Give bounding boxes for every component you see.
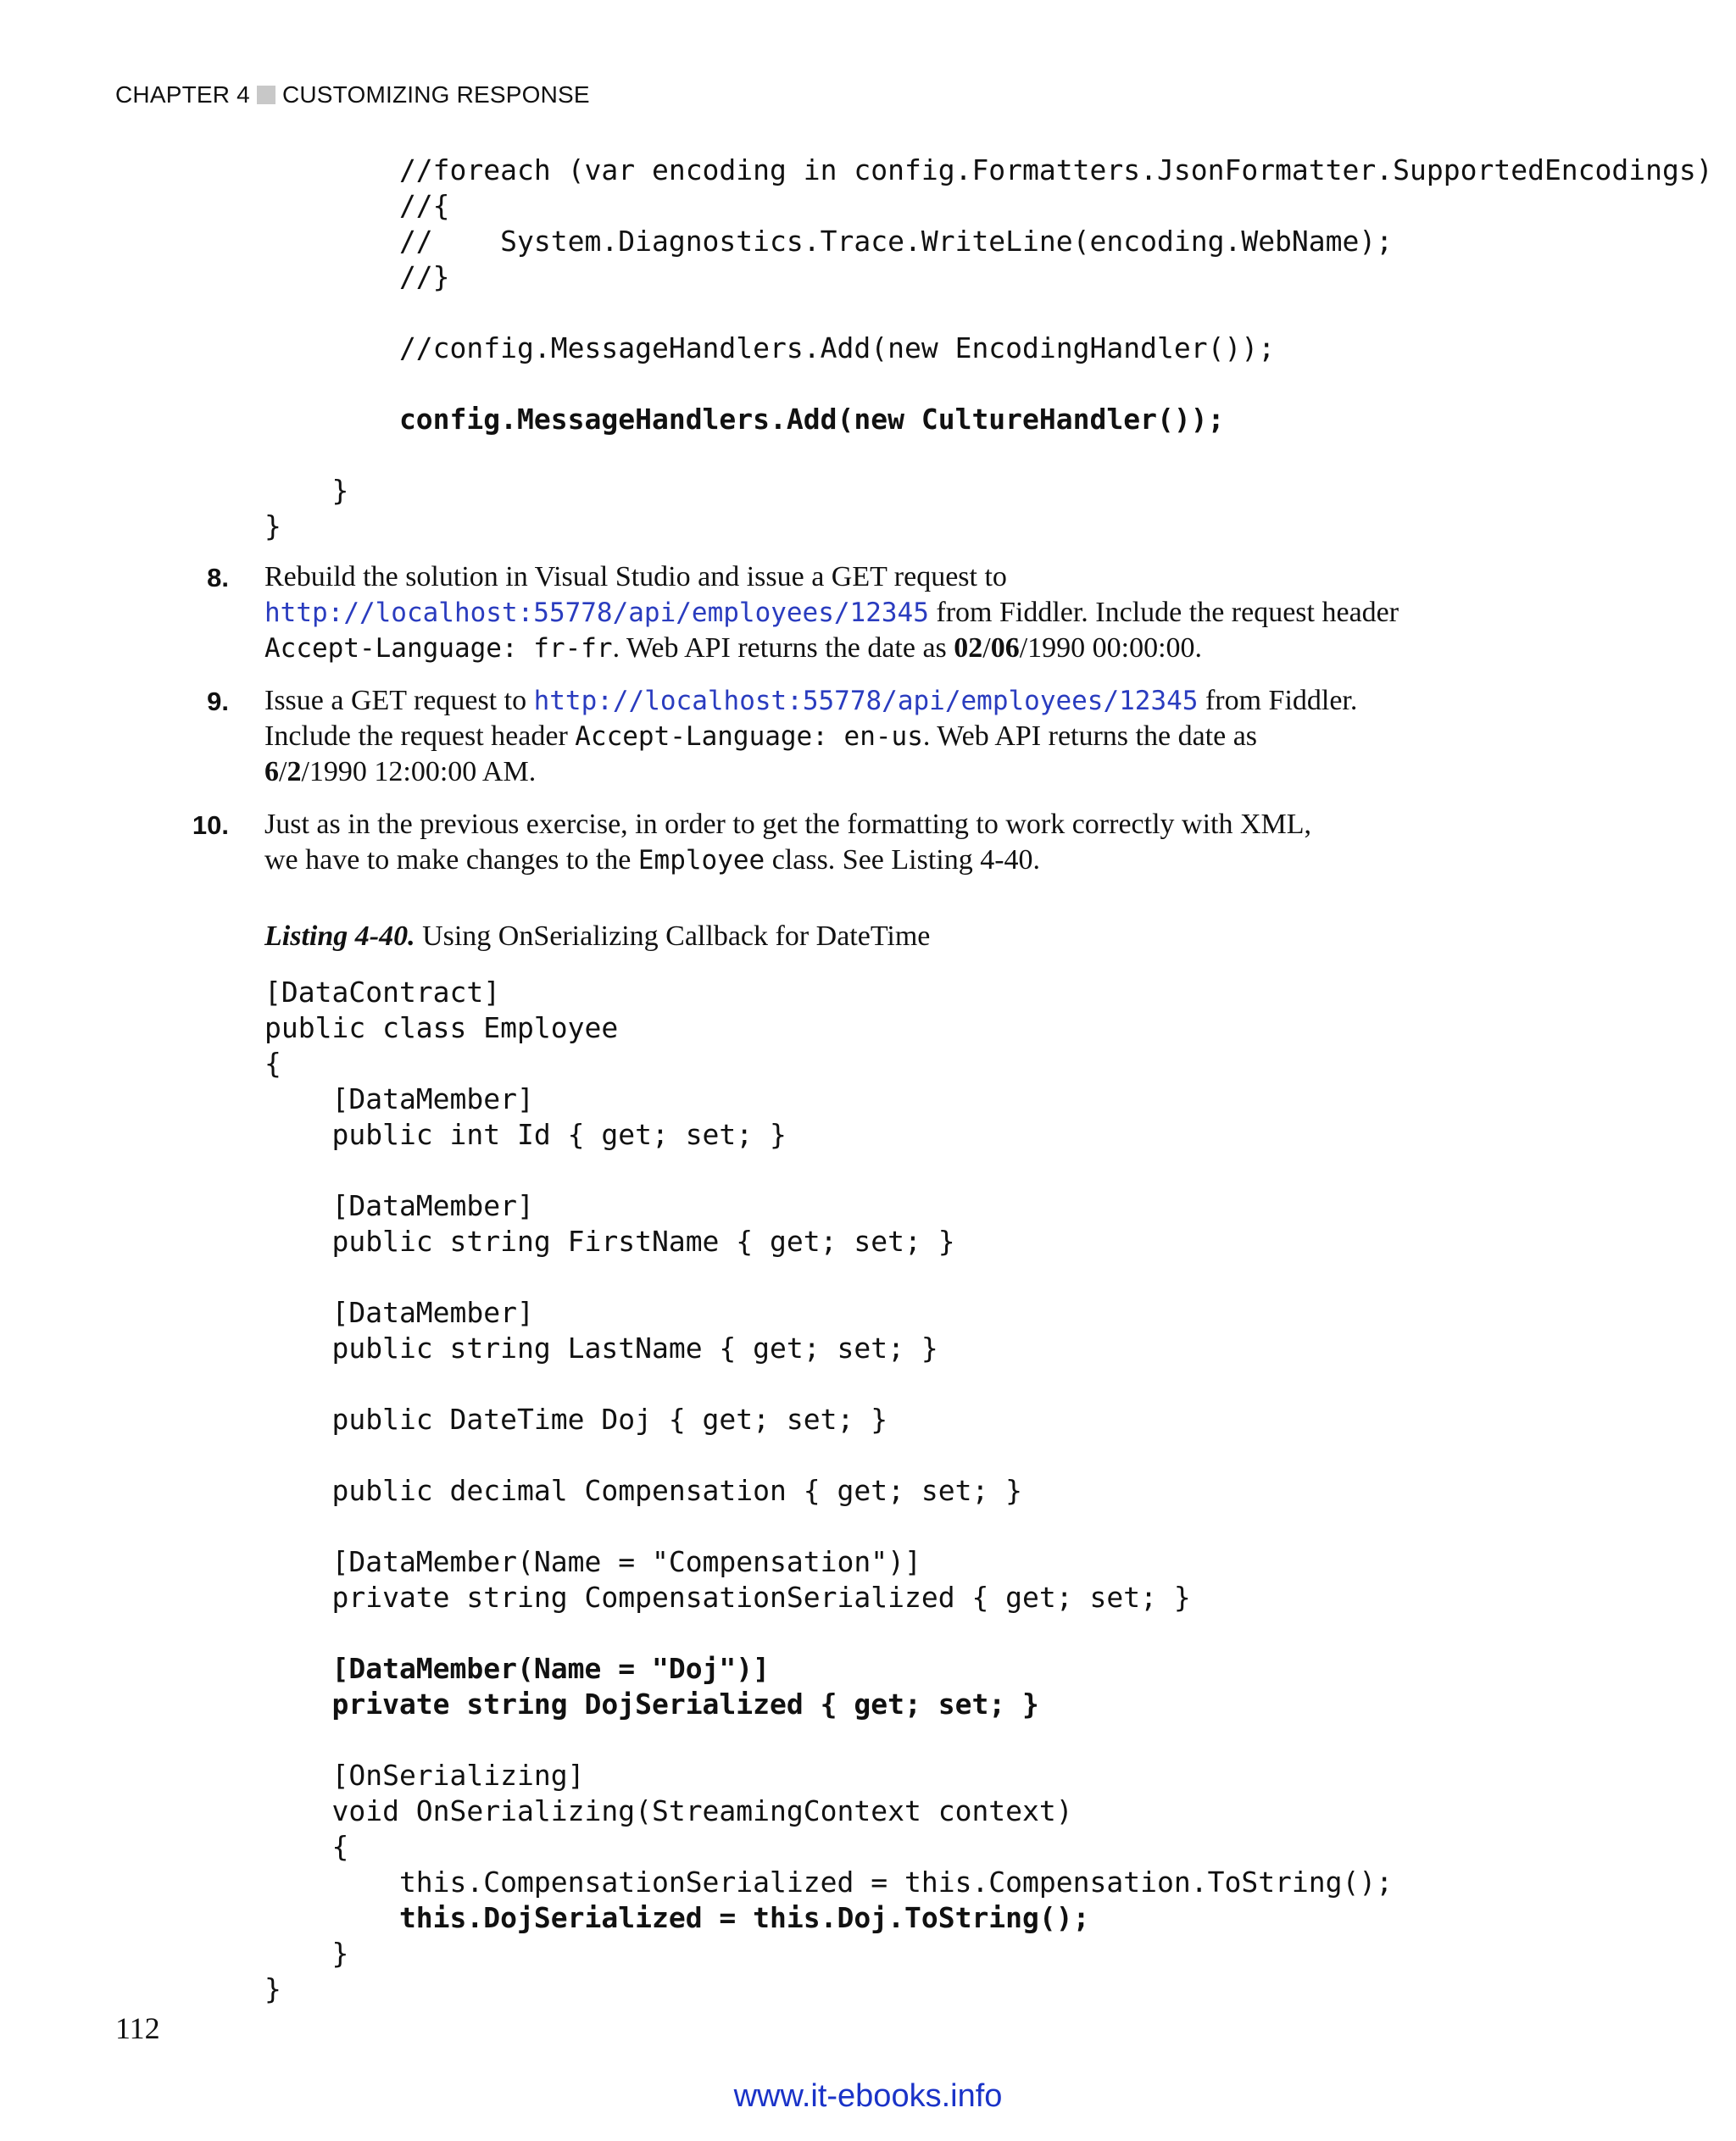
running-header	[115, 81, 590, 108]
code-line	[264, 1438, 1393, 1473]
code-line: //}	[264, 260, 450, 293]
code-line: //{	[264, 189, 450, 222]
chapter-label: CHAPTER 4	[115, 81, 250, 108]
code-line: public decimal Compensation { get; set; }	[264, 1474, 1023, 1507]
header-separator-square	[257, 86, 275, 104]
code-line	[264, 1153, 1393, 1188]
page-number: 112	[115, 2011, 160, 2045]
code-line: this.DojSerialized = this.Doj.ToString();	[264, 1901, 1090, 1934]
code-line: [DataMember(Name = "Doj")]	[264, 1652, 771, 1685]
code-line: public class Employee	[264, 1011, 619, 1044]
url-link[interactable]: http://localhost:55778/api/employees/12345	[264, 598, 929, 628]
text-run: . Web API returns the date as	[922, 720, 1258, 752]
code-line: {	[264, 1830, 349, 1863]
code-line: [OnSerializing]	[264, 1759, 585, 1792]
text-run: 06	[990, 632, 1020, 664]
step-line	[264, 631, 1451, 666]
listing-caption	[264, 920, 930, 953]
step-line	[264, 719, 1451, 754]
step-text	[264, 807, 1451, 878]
code-line: // System.Diagnostics.Trace.WriteLine(encoding.WebName);	[264, 225, 1394, 258]
chapter-title: CUSTOMIZING RESPONSE	[281, 81, 590, 108]
code-line: [DataMember]	[264, 1296, 534, 1329]
inline-code: Employee	[637, 845, 765, 876]
code-line: [DataContract]	[264, 976, 501, 1009]
text-run: /	[279, 756, 287, 787]
code-line: private string DojSerialized { get; set; }	[264, 1688, 1039, 1721]
code-line: }	[264, 1972, 281, 2005]
text-run: /	[982, 632, 991, 664]
code-line	[264, 1722, 1393, 1758]
step-line	[264, 842, 1451, 878]
code-line: }	[264, 474, 349, 507]
code-line	[264, 366, 1713, 402]
code-line: }	[264, 1937, 349, 1970]
text-run: 2	[287, 756, 302, 787]
listing-label: Listing 4-40.	[264, 920, 415, 952]
code-line: public int Id { get; set; }	[264, 1118, 787, 1151]
text-run: Just as in the previous exercise, in order to get the formatting to work correctly with XML,	[264, 809, 1312, 840]
code-line: this.CompensationSerialized = this.Compensation.ToString();	[264, 1866, 1394, 1899]
step-text	[264, 559, 1451, 666]
code-line	[264, 295, 1713, 331]
step-line	[264, 683, 1451, 719]
code-line: public DateTime Doj { get; set; }	[264, 1403, 888, 1436]
listing-title: Using OnSerializing Callback for DateTime	[422, 920, 931, 952]
code-line: [DataMember]	[264, 1082, 534, 1115]
step-number: 8.	[207, 563, 229, 592]
code-line: public string FirstName { get; set; }	[264, 1225, 955, 1258]
code-line: config.MessageHandlers.Add(new CultureHandler());	[264, 403, 1225, 436]
text-run: we have to make changes to the	[264, 844, 638, 876]
text-run: /1990 00:00:00.	[1019, 632, 1203, 664]
code-line	[264, 1509, 1393, 1544]
code-line: void OnSerializing(StreamingContext context)	[264, 1794, 1073, 1827]
inline-code: Accept-Language: en-us	[575, 721, 923, 752]
code-line: //foreach (var encoding in config.Formatters.JsonFormatter.SupportedEncodings)	[264, 153, 1713, 186]
code-line	[264, 1615, 1393, 1651]
step-line	[264, 595, 1451, 631]
code-line: public string LastName { get; set; }	[264, 1332, 938, 1365]
text-run: 6	[264, 756, 279, 787]
text-run: Issue a GET request to	[264, 685, 534, 716]
text-run: /1990 12:00:00 AM.	[301, 756, 537, 787]
code-line	[264, 1366, 1393, 1402]
inline-code: Accept-Language: fr-fr	[264, 633, 613, 664]
step-line	[264, 754, 1451, 790]
text-run: Rebuild the solution in Visual Studio and issue a GET request to	[264, 561, 1007, 592]
step-number: 10.	[192, 810, 229, 840]
step-text	[264, 683, 1451, 790]
step-line	[264, 559, 1451, 595]
code-block-top	[264, 153, 1713, 544]
step-number: 9.	[207, 687, 229, 716]
code-line	[264, 437, 1713, 473]
code-line: //config.MessageHandlers.Add(new EncodingHandler());	[264, 331, 1276, 364]
text-run: from Fiddler. Include the request header	[928, 597, 1399, 628]
url-link[interactable]: http://localhost:55778/api/employees/12345	[533, 686, 1199, 716]
code-line: private string CompensationSerialized { get; set; }	[264, 1581, 1191, 1614]
text-run: from Fiddler.	[1198, 685, 1358, 716]
code-line	[264, 1260, 1393, 1295]
footer-link[interactable]: www.it-ebooks.info	[733, 2078, 1003, 2114]
code-line: {	[264, 1047, 281, 1080]
code-block-listing	[264, 975, 1393, 2007]
text-run: 02	[954, 632, 983, 664]
step-line	[264, 807, 1451, 842]
text-run: . Web API returns the date as	[612, 632, 954, 664]
text-run: class. See Listing 4-40.	[765, 844, 1041, 876]
code-line: }	[264, 509, 281, 542]
code-line: [DataMember(Name = "Compensation")]	[264, 1545, 921, 1578]
text-run: Include the request header	[264, 720, 576, 752]
code-line: [DataMember]	[264, 1189, 534, 1222]
